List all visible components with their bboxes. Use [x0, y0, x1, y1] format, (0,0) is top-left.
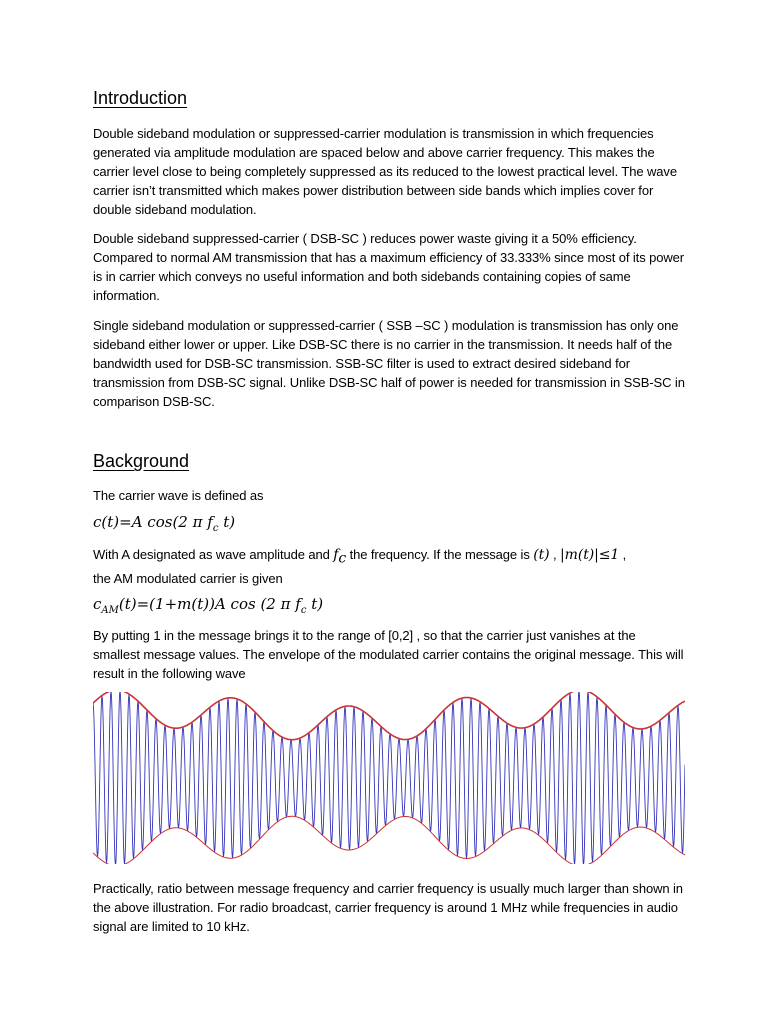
with-a-line-2: the AM modulated carrier is given: [93, 570, 283, 586]
eq2-rest: (t)=(1+m(t))A cos (2 π: [118, 595, 291, 613]
eq1-rhs: =A cos(2 π: [119, 513, 203, 531]
with-a-text-2: the frequency. If the message is: [346, 547, 534, 562]
message-symbol: (t): [533, 547, 550, 563]
eq2-f: f: [295, 595, 301, 613]
intro-paragraph-3: Single sideband modulation or suppressed-carrier ( SSB –SC ) modulation is transmission has only one sideband either lower or upper. Like DSB-SC there is no carrier in the transmission. It needs half of the bandwidth used for DSB-SC transmission. SSB-SC filter is used to extract desired sideband for transmission from DSB-SC signal. Unlike DSB-SC half of power is needed for transmission in SSB-SC in comparison DSB-SC.: [93, 318, 685, 409]
putting-paragraph: By putting 1 in the message brings it to the range of [0,2] , so that the carrier just vanishes at the smallest message values. The envelope of the modulated carrier contains the original message. This will result in the following wave: [93, 628, 684, 681]
background-heading: Background: [93, 451, 190, 471]
eq1-sub: c: [212, 523, 219, 534]
modulated-carrier-wave: [93, 692, 685, 864]
eq2-fsub: c: [300, 605, 307, 616]
eq1-f: f: [207, 513, 213, 531]
am-wave-figure: [93, 692, 685, 864]
intro-paragraph-2: Double sideband suppressed-carrier ( DSB-SC ) reduces power waste giving it a 50% efficiency. Compared to normal AM transmission that has a maximum efficiency of 33.333% since most of its power is in carrier which conveys no useful information and both sidebands containing copies of same information.: [93, 231, 685, 303]
eq2-c: c: [93, 595, 102, 613]
with-a-text-1: With A designated as wave amplitude and: [93, 547, 334, 562]
carrier-equation: [93, 513, 235, 534]
intro-paragraph-1: Double sideband modulation or suppressed-carrier modulation is transmission in which frequencies generated via amplitude modulation are spaced below and above carrier frequency. This makes the carrier level close to being completely suppressed as its reduced to the lowest practical level. The wave carrier isn’t transmitted which makes power distribution between side bands which implies cover for double sideband modulation.: [93, 126, 677, 217]
eq2-tail: t): [311, 595, 324, 613]
am-equation: [93, 595, 323, 616]
introduction-heading: Introduction: [93, 88, 188, 108]
with-a-text-3: ,: [549, 547, 561, 562]
eq2-sub: AM: [101, 605, 119, 616]
lower-envelope: [93, 816, 685, 864]
carrier-intro-text: The carrier wave is defined as: [93, 488, 264, 503]
eq1-tail: t): [223, 513, 236, 531]
with-a-sub: c: [338, 550, 347, 567]
with-a-text-4: ,: [619, 547, 627, 562]
eq1-lhs: c(t): [93, 513, 120, 531]
message-bound: |m(t)|≤1: [560, 547, 620, 563]
practically-paragraph: Practically, ratio between message frequency and carrier frequency is usually much larger than shown in the above illustration. For radio broadcast, carrier frequency is around 1 MHz while frequencies in audio signal are limited to 10 kHz.: [93, 881, 683, 934]
amplitude-paragraph: [93, 545, 685, 588]
with-a-f: f: [333, 547, 339, 563]
